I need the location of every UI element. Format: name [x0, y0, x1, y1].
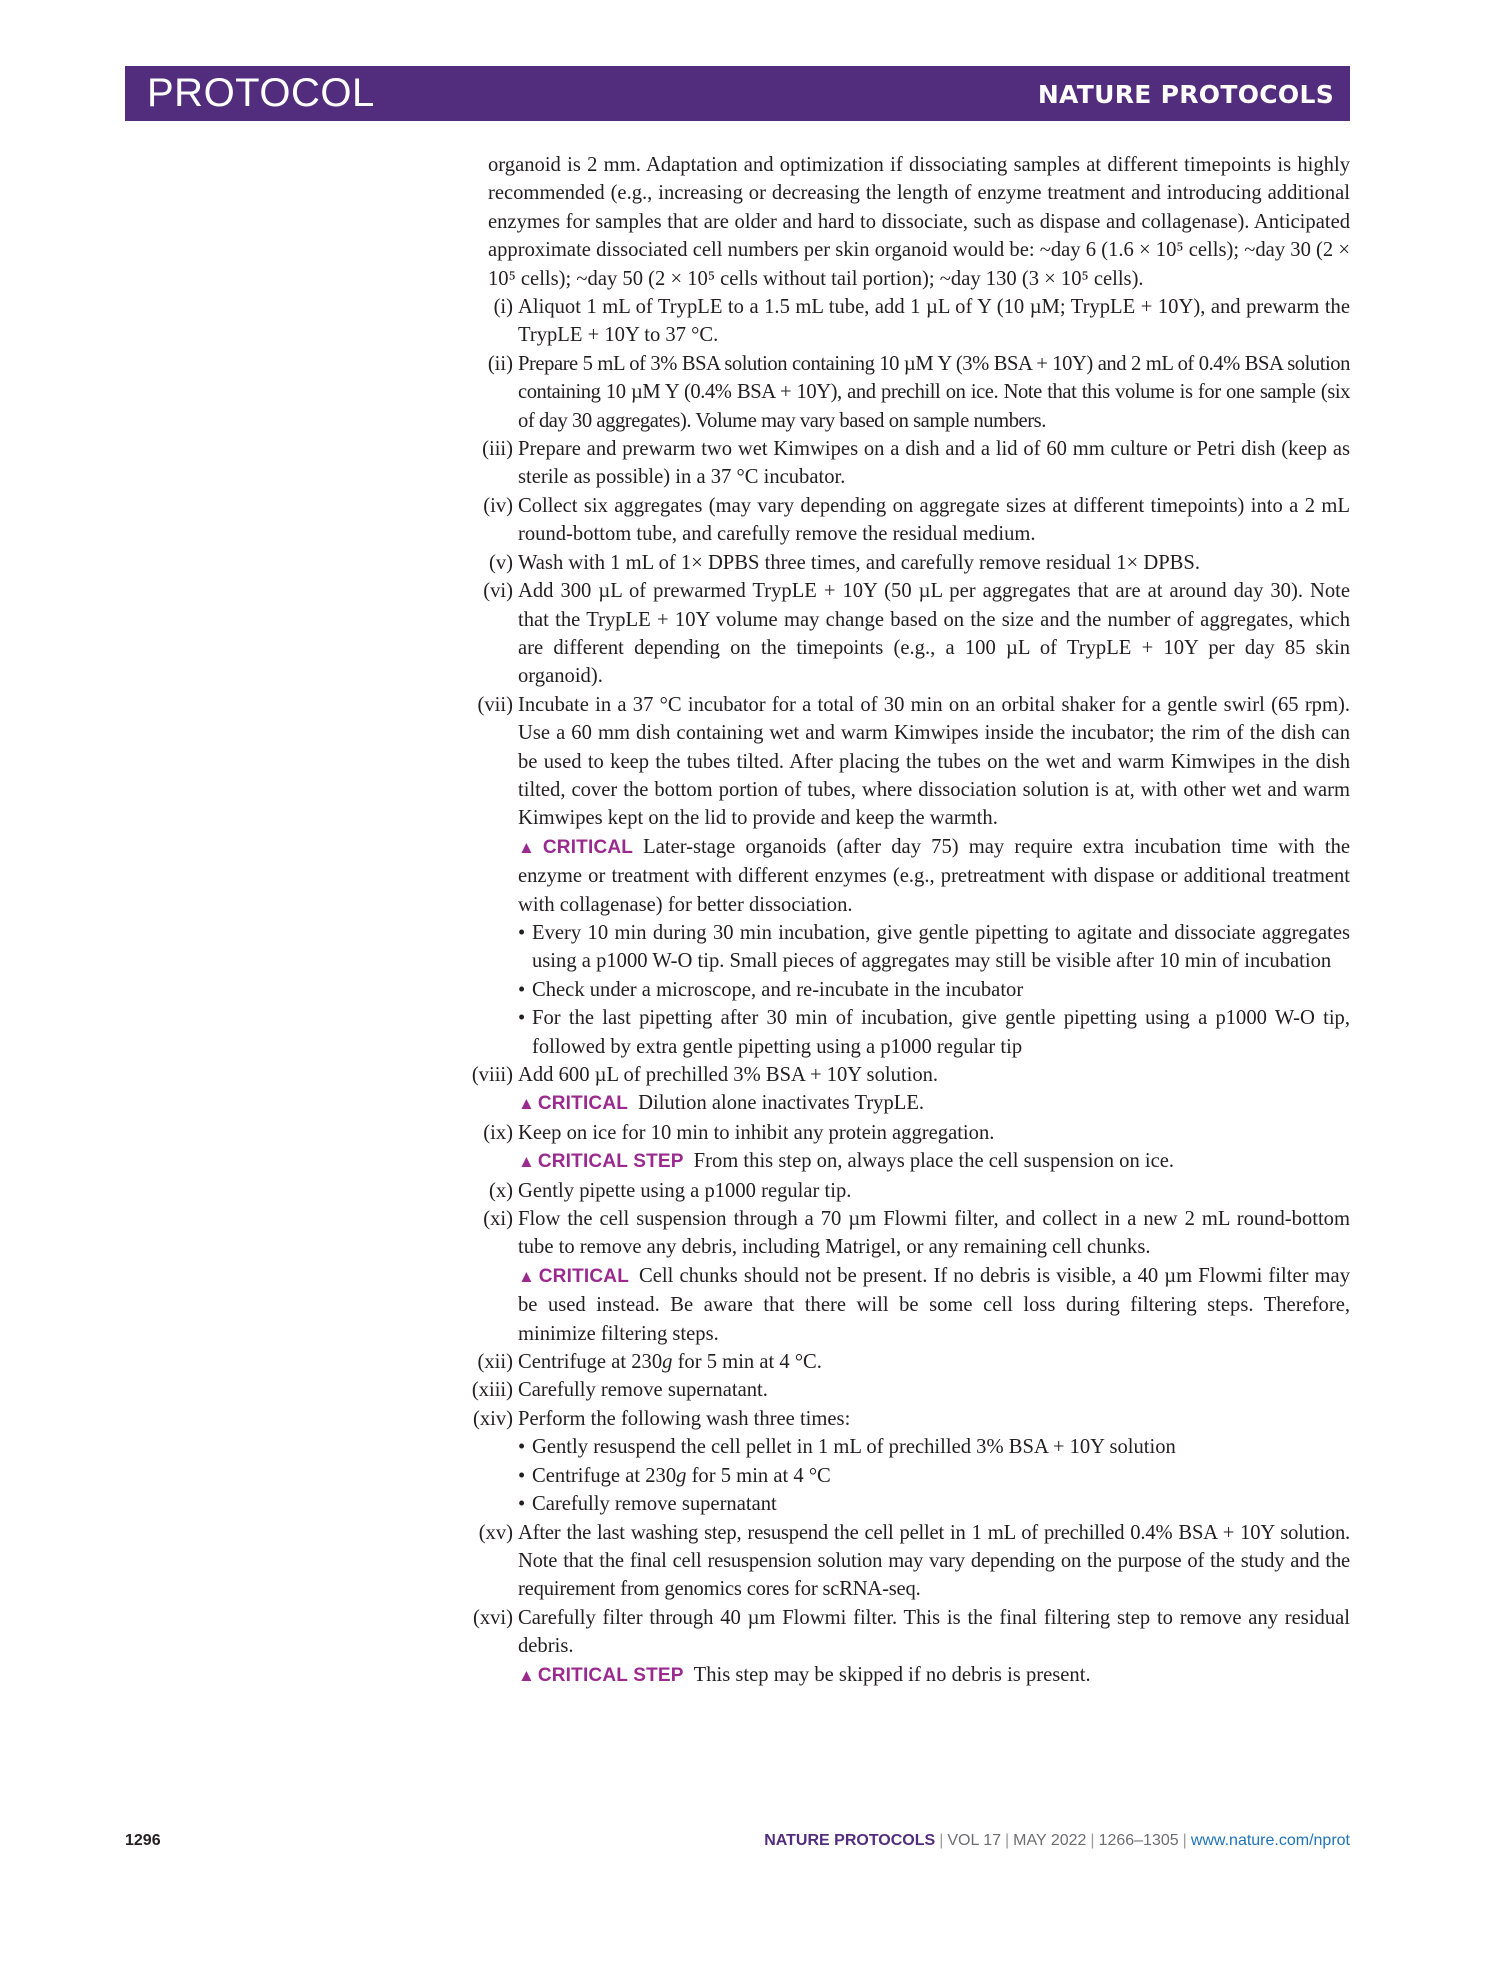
step-number: (i) [493, 296, 513, 319]
critical-text: Cell chunks should not be present. If no debris is visible, a 40 µm Flowmi filter may be used instead. Be aware that there will be some cell loss during filtering steps. Therefore, minimize filtering steps. [518, 1264, 1350, 1345]
step-xi [470, 1205, 1350, 1348]
bullet-item: • Carefully remove supernatant [518, 1490, 1350, 1518]
footer-pages: 1266–1305 [1098, 1832, 1179, 1849]
step-text: Add 600 µL of prechilled 3% BSA + 10Y solution. [518, 1064, 939, 1086]
critical-label: CRITICAL [537, 1093, 629, 1115]
step-number: (viii) [471, 1064, 513, 1086]
bullet-item: • For the last pipetting after 30 min of incubation, give gentle pipetting using a p1000 W-O tip, followed by extra gentle pipetting using a p1000 regular tip [518, 1004, 1350, 1061]
main-content [470, 151, 1350, 1690]
step-text: Carefully remove supernatant. [518, 1379, 768, 1402]
step-viii [470, 1061, 1350, 1119]
step-number: (ii) [487, 352, 513, 375]
step-xiv [470, 1405, 1350, 1519]
step-text: Gently pipette using a p1000 regular tip. [518, 1179, 852, 1202]
step-number: (xvi) [472, 1606, 513, 1629]
section-label: PROTOCOL [147, 71, 375, 115]
page-header-bar [125, 66, 1350, 121]
critical-note [518, 1262, 1350, 1348]
step-x [470, 1177, 1350, 1205]
step-ii [470, 350, 1350, 435]
step-number: (ix) [483, 1121, 513, 1144]
critical-note [518, 1089, 1350, 1118]
critical-step-text: From this step on, always place the cell suspension on ice. [693, 1150, 1175, 1173]
step-xii [470, 1348, 1350, 1376]
step-v [470, 549, 1350, 577]
warning-triangle-icon: ▲ [518, 1094, 535, 1114]
step-xv [470, 1519, 1350, 1604]
journal-title: NATURE PROTOCOLS [1037, 80, 1334, 109]
critical-step-note [518, 1661, 1350, 1690]
step-number: (iii) [482, 438, 513, 461]
footer-volume: VOL 17 [947, 1832, 1002, 1849]
step-text: After the last washing step, resuspend the cell pellet in 1 mL of prechilled 0.4% BSA + 10Y solution. Note that the final cell resuspension solution may vary depending on the purpose of the study and the requirement from genomics cores for scRNA-seq. [518, 1521, 1350, 1601]
footer-journal: NATURE PROTOCOLS [764, 1832, 936, 1849]
step-iv [470, 492, 1350, 549]
warning-triangle-icon: ▲ [518, 1266, 536, 1286]
step-text: Add 300 µL of prewarmed TrypLE + 10Y (50 µL per aggregates that are at around day 30). Note that the TrypLE + 10Y volume may change based on the size and the number of aggregates, which are different depending on the timepoints (e.g., a 100 µL of TrypLE + 10Y per day 85 skin organoid). [518, 580, 1350, 688]
step-xiii [470, 1376, 1350, 1404]
bullet-text-part: for 5 min at 4 °C [686, 1464, 831, 1487]
critical-text: Dilution alone inactivates TrypLE. [638, 1092, 925, 1115]
step-number: (x) [488, 1179, 513, 1202]
step-text: Flow the cell suspension through a 70 µm Flowmi filter, and collect in a new 2 mL round-bottom tube to remove any debris, including Matrigel, or any remaining cell chunks. [518, 1208, 1350, 1259]
step-text: Prepare 5 mL of 3% BSA solution containing 10 µM Y (3% BSA + 10Y) and 2 mL of 0.4% BSA solution containing 10 µM Y (0.4% BSA + 10Y), and prechill on ice. Note that this volume is for one sample (six of day 30 aggregates). Volume may vary based on sample numbers. [518, 352, 1350, 432]
step-i [470, 293, 1350, 350]
critical-step-label: CRITICAL STEP [537, 1664, 684, 1686]
step-text: Prepare and prewarm two wet Kimwipes on a dish and a lid of 60 mm culture or Petri dish (keep as sterile as possible) in a 37 °C incubator. [518, 438, 1350, 489]
step-number: (v) [488, 551, 513, 574]
critical-text: Later-stage organoids (after day 75) may require extra incubation time with the enzyme or treatment with different enzymes (e.g., pretreatment with dispase or additional treatment with collagenase) for better dissociation. [518, 835, 1351, 916]
critical-step-label: CRITICAL STEP [537, 1151, 684, 1173]
bullet-item: • Gently resuspend the cell pellet in 1 mL of prechilled 3% BSA + 10Y solution [518, 1433, 1350, 1461]
step-number: (xii) [477, 1351, 513, 1374]
bullet-item [518, 1462, 1350, 1490]
step-text [518, 1348, 1350, 1376]
step-text-part: for 5 min at 4 °C. [672, 1351, 822, 1374]
bullet-text-part: Centrifuge at 230 [532, 1464, 677, 1487]
step-xvi [470, 1604, 1350, 1690]
step-text: Wash with 1 mL of 1× DPBS three times, and carefully remove residual 1× DPBS. [518, 551, 1200, 574]
bullet-item: • Every 10 min during 30 min incubation, give gentle pipetting to agitate and dissociate aggregates using a p1000 W-O tip. Small pieces of aggregates may still be visible after 10 min of incubation [518, 919, 1350, 976]
warning-triangle-icon: ▲ [518, 1152, 535, 1172]
step-number: (xiii) [471, 1379, 513, 1402]
step-number: (iv) [483, 494, 513, 517]
step-ix [470, 1119, 1350, 1177]
critical-step-text: This step may be skipped if no debris is present. [693, 1663, 1091, 1686]
footer-date: MAY 2022 [1013, 1832, 1087, 1849]
intro-paragraph: organoid is 2 mm. Adaptation and optimization if dissociating samples at different timepoints is highly recommended (e.g., increasing or decreasing the length of enzyme treatment and introducing additional enzymes for samples that are older and hard to dissociate, such as dispase and collagenase). Anticipated approximate dissociated cell numbers per skin organoid would be: ~day 6 (1.6 × 10⁵ cells); ~day 30 (2 × 10⁵ cells); ~day 50 (2 × 10⁵ cells without tail portion); ~day 130 (3 × 10⁵ cells). [488, 154, 1350, 290]
footer-url-link[interactable]: www.nature.com/nprot [1190, 1832, 1350, 1849]
warning-triangle-icon: ▲ [518, 1665, 535, 1685]
step-vi [470, 577, 1350, 691]
step-text: Collect six aggregates (may vary depending on aggregate sizes at different timepoints) into a 2 mL round-bottom tube, and carefully remove the residual medium. [518, 494, 1350, 546]
step-number: (vi) [483, 580, 513, 603]
step-text: Aliquot 1 mL of TrypLE to a 1.5 mL tube, add 1 µL of Y (10 µM; TrypLE + 10Y), and prewarm the TrypLE + 10Y to 37 °C. [518, 296, 1350, 347]
step-text: Carefully filter through 40 µm Flowmi filter. This is the final filtering step to remove any residual debris. [518, 1606, 1350, 1658]
warning-triangle-icon: ▲ [518, 837, 540, 857]
unit-g: g [662, 1351, 673, 1374]
footer-citation: NATURE PROTOCOLS | VOL 17 | MAY 2022 | 1266–1305 | www.nature.com/nprot [764, 1832, 1350, 1849]
step-text-part: Centrifuge at 230 [518, 1351, 663, 1374]
step-number: (xv) [478, 1521, 513, 1544]
bullet-item: • Check under a microscope, and re-incubate in the incubator [518, 976, 1350, 1004]
step-vii [470, 691, 1350, 1061]
critical-label: CRITICAL [538, 1265, 630, 1287]
step-number: (vii) [477, 693, 513, 716]
step-iii [470, 435, 1350, 492]
page-number: 1296 [125, 1832, 161, 1849]
step-text: Perform the following wash three times: [518, 1407, 851, 1430]
step-text: Incubate in a 37 °C incubator for a total of 30 min on an orbital shaker for a gentle swirl (65 rpm). Use a 60 mm dish containing wet and warm Kimwipes inside the incubator; the rim of the dish can be used to keep the tubes tilted. After placing the tubes on the wet and warm Kimwipes in the dish tilted, cover the bottom portion of tubes, where dissociation solution is at, with other wet and warm Kimwipes kept on the lid to provide and keep the warmth. [518, 693, 1350, 830]
critical-label: CRITICAL [542, 836, 634, 858]
step-text: Keep on ice for 10 min to inhibit any protein aggregation. [518, 1121, 995, 1144]
critical-note [518, 833, 1350, 919]
step-number: (xi) [483, 1208, 513, 1231]
step-number: (xiv) [472, 1407, 513, 1430]
unit-g: g [676, 1464, 687, 1487]
critical-step-note [518, 1147, 1350, 1176]
